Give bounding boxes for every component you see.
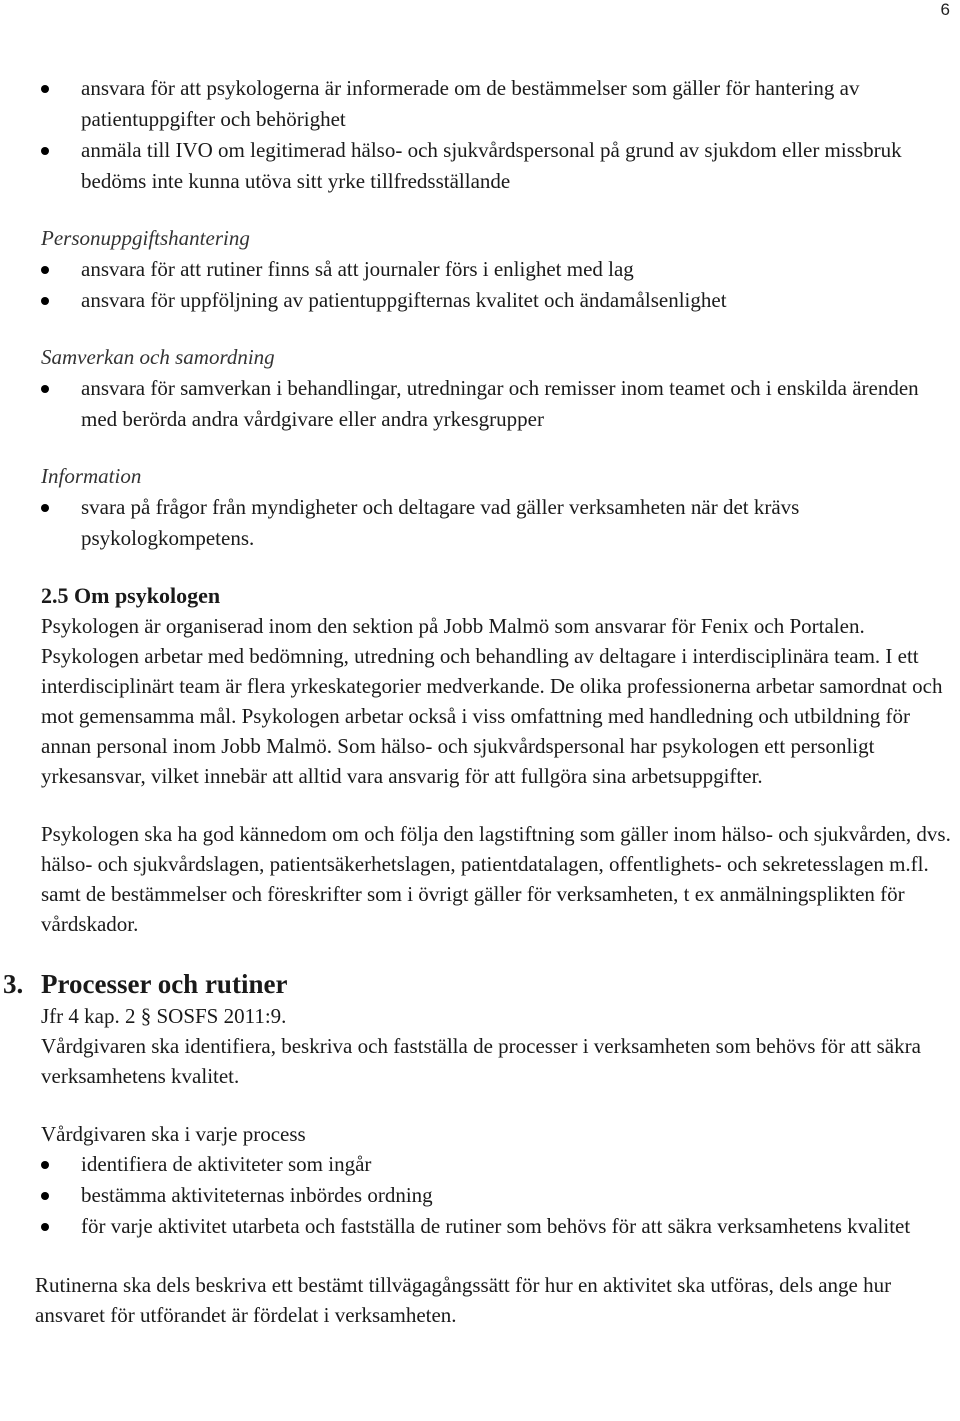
bullet-icon [41, 297, 49, 305]
personuppgift-list [41, 254, 956, 316]
bullet-icon [41, 1192, 49, 1200]
bullet-icon [41, 266, 49, 274]
subheading-personuppgift: Personuppgiftshantering [41, 226, 250, 250]
section-title: Processer och rutiner [41, 969, 288, 999]
information-list [41, 492, 956, 554]
list-item [41, 73, 956, 135]
bullet-icon [41, 1223, 49, 1231]
section-heading-2-5: 2.5 Om psykologen [41, 583, 221, 608]
responsibility-list [41, 73, 956, 197]
list-item-text: identifiera de aktiviteter som ingår [81, 1152, 372, 1176]
list-item-text: ansvara för att rutiner finns så att journaler förs i enlighet med lag [81, 257, 634, 281]
list-item [41, 1149, 956, 1180]
document-body [3, 73, 956, 1330]
bullet-icon [41, 385, 49, 393]
list-item [41, 135, 956, 197]
list-item [41, 1180, 956, 1211]
list-item [41, 254, 956, 285]
list-item [41, 285, 956, 316]
subheading-information: Information [41, 464, 142, 488]
list-item [41, 373, 956, 435]
paragraph: Vårdgivaren ska identifiera, beskriva och fastställa de processer i verksamheten som behövs för att säkra verksamhetens kvalitet. [41, 1034, 921, 1088]
bullet-icon [41, 504, 49, 512]
list-item-text: anmäla till IVO om legitimerad hälso- och sjukvårdspersonal på grund av sjukdom eller missbruk bedöms inte kunna utöva sitt yrke tillfredsställande [81, 138, 902, 193]
paragraph: Psykologen är organiserad inom den sektion på Jobb Malmö som ansvarar för Fenix och Portalen. Psykologen arbetar med bedömning, utredning och behandling av deltagare i interdisciplinära team. I ett interdisciplinärt team är flera yrkeskategorier medverkande. De olika professionerna arbetar samordnat och mot gemensamma mål. Psykologen arbetar också i viss omfattning med handledning och utbildning för annan personal inom Jobb Malmö. Som hälso- och sjukvårdspersonal har psykologen ett personligt yrkesansvar, vilket innebär att alltid vara ansvarig för att fullgöra sina arbetsuppgifter. [41, 614, 943, 788]
samverkan-list [41, 373, 956, 435]
list-item-text: svara på frågor från myndigheter och deltagare vad gäller verksamheten när det krävs psykologkompetens. [81, 495, 800, 550]
paragraph: Psykologen ska ha god kännedom om och följa den lagstiftning som gäller inom hälso- och sjukvården, dvs. hälso- och sjukvårdslagen, patientsäkerhetslagen, patientdatalagen, offentlighets- och sekretesslagen m.fl. samt de bestämmelser och föreskrifter som i övrigt gäller för verksamheten, t ex anmälningsplikten för vårdskador. [41, 822, 951, 936]
legal-reference: Jfr 4 kap. 2 § SOSFS 2011:9. [41, 1004, 287, 1028]
list-item-text: bestämma aktiviteternas inbördes ordning [81, 1183, 433, 1207]
section-heading-3 [3, 967, 918, 1001]
list-item [41, 492, 956, 554]
process-list [41, 1149, 956, 1242]
list-item-text: för varje aktivitet utarbeta och fastställa de rutiner som behövs för att säkra verksamhetens kvalitet [81, 1214, 911, 1238]
bullet-icon [41, 147, 49, 155]
bullet-icon [41, 1161, 49, 1169]
list-intro: Vårdgivaren ska i varje process [41, 1122, 306, 1146]
section-number: 3. [3, 969, 24, 999]
list-item [41, 1211, 956, 1242]
list-item-text: ansvara för uppföljning av patientuppgifternas kvalitet och ändamålsenlighet [81, 288, 727, 312]
list-item-text: ansvara för att psykologerna är informerade om de bestämmelser som gäller för hantering av patientuppgifter och behörighet [81, 76, 860, 131]
subheading-samverkan: Samverkan och samordning [41, 345, 275, 369]
bullet-icon [41, 85, 49, 93]
page-number: 6 [940, 0, 950, 19]
list-item-text: ansvara för samverkan i behandlingar, utredningar och remisser inom teamet och i enskilda ärenden med berörda andra vårdgivare eller andra yrkesgrupper [81, 376, 919, 431]
paragraph: Rutinerna ska dels beskriva ett bestämt tillvägagångssätt för hur en aktivitet ska utföras, dels ange hur ansvaret för utförandet är fördelat i verksamheten. [35, 1273, 892, 1327]
